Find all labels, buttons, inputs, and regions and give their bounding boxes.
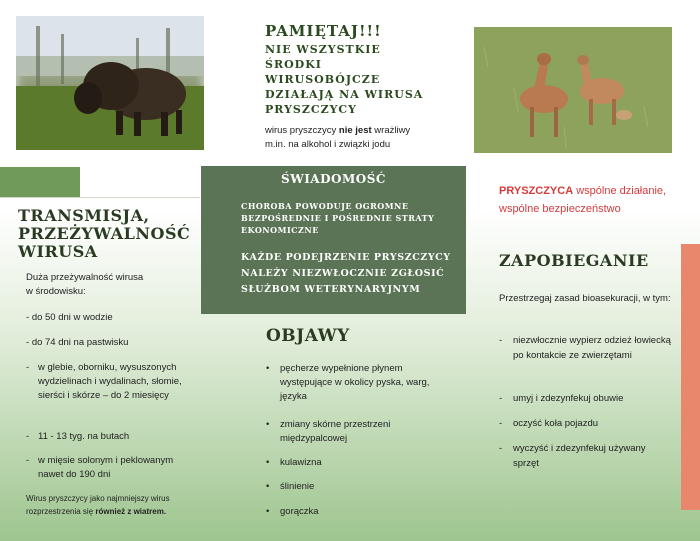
item-text: do 50 dni w wodzie	[31, 312, 113, 323]
transmission-footer	[26, 492, 206, 518]
list-item	[266, 480, 436, 494]
list-item	[26, 336, 206, 350]
remember-note	[265, 124, 475, 152]
awareness-text-losses: CHOROBA POWODUJE OGROMNE BEZPOŚREDNIE I POŚREDNIE STRATY EKONOMICZNE	[241, 201, 435, 235]
list-item	[499, 391, 674, 406]
bison-photo	[16, 16, 204, 150]
dash: -	[26, 337, 30, 348]
item-text: 11 - 13 tyg. na butach	[38, 431, 130, 442]
bullet: •	[266, 363, 270, 374]
transmission-title-line: TRANSMISJA,	[18, 206, 150, 225]
note-bold: nie jest	[338, 125, 372, 136]
slogan-rest: wspólne działanie, wspólne bezpieczeństwo	[499, 185, 667, 215]
item-text: ślinienie	[280, 481, 315, 492]
roe-deer-photo	[474, 27, 672, 153]
list-item	[499, 416, 674, 431]
item-text: w mięsie solonym i peklowanym nawet do 190 dni	[38, 455, 174, 480]
list-item	[26, 454, 198, 482]
bullet: •	[266, 419, 270, 430]
item-text: w glebie, oborniku, wysuszonych wydzielinach i wydalinach, słomie, sierści i skórze – do 2 miesięcy	[38, 362, 182, 401]
awareness-title: ŚWIADOMOŚĆ	[281, 172, 386, 186]
list-item	[266, 456, 436, 470]
transmission-title-line: WIRUSA	[18, 242, 98, 261]
dash: -	[499, 418, 503, 429]
list-item	[266, 505, 436, 519]
prevention-intro: Przestrzegaj zasad bioasekuracji, w tym:	[499, 293, 671, 304]
awareness-text-report: KAŻDE PODEJRZENIE PRYSZCZYCY NALEŻY NIEZWŁOCZNIE ZGŁOSIĆ SŁUŻBOM WETERYNARYJNYM	[241, 252, 451, 295]
list-item	[26, 430, 206, 444]
remember-line: PRYSZCZYCY	[265, 103, 357, 116]
footer-text: Wirus pryszczycy jako najmniejszy wirus rozprzestrzenia się	[26, 494, 170, 516]
item-text: kulawizna	[280, 457, 322, 468]
transmission-title	[18, 207, 203, 261]
item-text: gorączka	[280, 506, 319, 517]
item-text: niezwłocznie wypierz odzież łowiecką po kontakcie ze zwierzętami	[513, 335, 671, 361]
awareness-panel	[201, 166, 466, 314]
dash: -	[499, 335, 503, 346]
dash: -	[499, 393, 503, 404]
dash: -	[499, 443, 503, 454]
remember-line: DZIAŁAJĄ NA WIRUSA	[265, 88, 424, 101]
list-item	[26, 361, 198, 403]
item-text: umyj i zdezynfekuj obuwie	[513, 393, 624, 404]
remember-title: PAMIĘTAJ!!!	[265, 22, 382, 40]
item-text: oczyść koła pojazdu	[513, 418, 599, 429]
divider	[0, 197, 200, 198]
bullet: •	[266, 481, 270, 492]
item-text: wyczyść i zdezynfekuj używany sprzęt	[513, 443, 646, 469]
transmission-intro	[26, 271, 196, 299]
dash: -	[26, 431, 30, 442]
note-post: wrażliwy	[371, 125, 411, 136]
footer-bold: również z wiatrem.	[95, 507, 167, 516]
prevention-title: ZAPOBIEGANIE	[499, 251, 649, 270]
intro-line: w środowisku:	[26, 286, 86, 297]
bullet: •	[266, 457, 270, 468]
list-item	[26, 311, 206, 325]
orange-accent-bar	[681, 244, 700, 510]
note-pre: wirus pryszczycy	[265, 125, 339, 136]
note-line2: m.in. na alkohol i związki jodu	[265, 139, 391, 150]
green-strip	[0, 167, 80, 197]
deer-illustration	[474, 27, 672, 153]
list-item	[499, 333, 674, 363]
intro-line: Duża przeżywalność wirusa	[26, 272, 144, 283]
item-text: zmiany skórne przestrzeni międzypalcowej	[280, 419, 391, 444]
dash: -	[26, 362, 30, 373]
remember-line: NIE WSZYSTKIE	[265, 43, 381, 56]
bison-illustration	[16, 16, 204, 150]
remember-line: WIRUSOBÓJCZE	[265, 73, 381, 86]
dash: -	[26, 312, 30, 323]
bullet: •	[266, 506, 270, 517]
symptoms-title: OBJAWY	[266, 326, 350, 346]
dash: -	[26, 455, 30, 466]
slogan	[499, 182, 669, 218]
transmission-title-line: PRZEŻYWALNOŚĆ	[18, 224, 191, 243]
remember-line: ŚRODKI	[265, 58, 322, 71]
remember-warning	[265, 42, 465, 117]
list-item	[499, 441, 674, 471]
slogan-highlight: PRYSZCZYCA	[499, 185, 574, 197]
item-text: do 74 dni na pastwisku	[31, 337, 129, 348]
item-text: pęcherze wypełnione płynem występujące w okolicy pyska, warg, języka	[280, 363, 430, 402]
list-item	[266, 418, 436, 446]
list-item	[266, 362, 436, 404]
